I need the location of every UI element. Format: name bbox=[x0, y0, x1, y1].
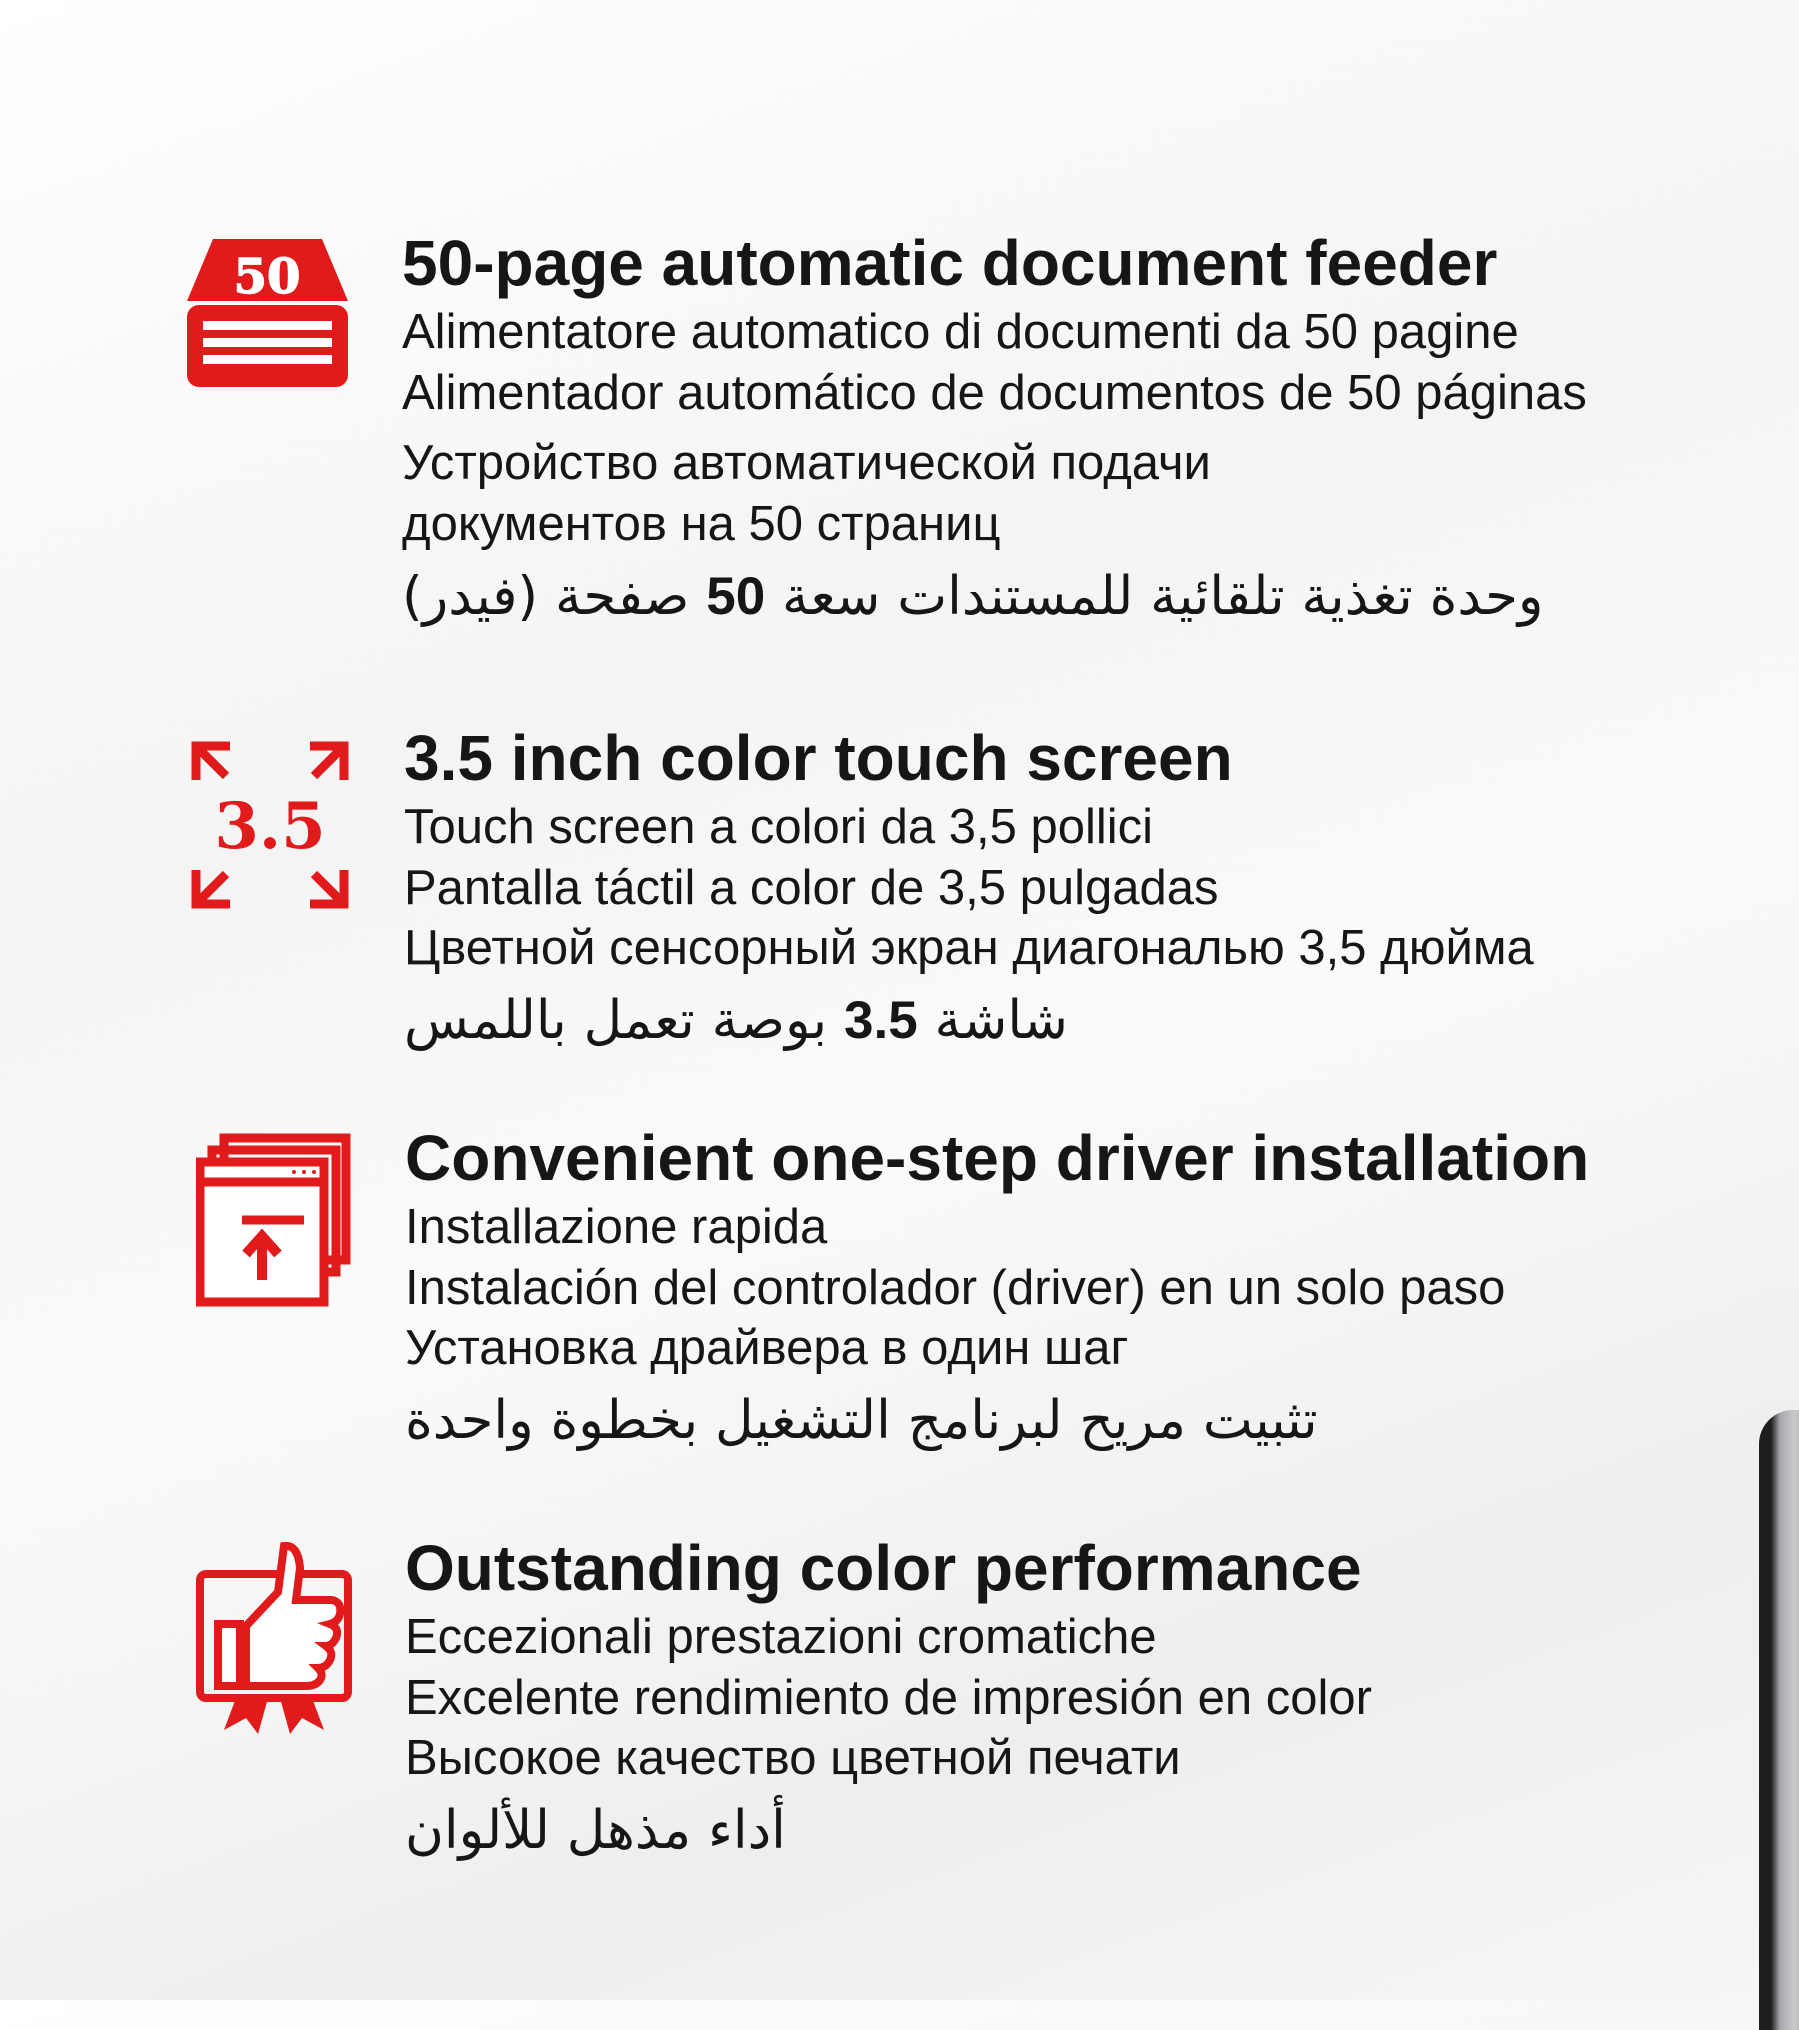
printer-edge-photo bbox=[1759, 1410, 1799, 2030]
feature-line-italian: Eccezionali prestazioni cromatiche bbox=[405, 1609, 1157, 1664]
feature-text bbox=[405, 1120, 1765, 1456]
feature-line-arabic: أداء مذهل للألوان bbox=[405, 1800, 786, 1862]
feature-line-russian-cont: документов на 50 страниц bbox=[402, 497, 1001, 552]
feature-line-russian: Установка драйвера в один шаг bbox=[405, 1321, 1129, 1376]
feature-text bbox=[405, 1530, 1765, 1866]
arabic-number: 3.5 bbox=[844, 991, 918, 1051]
feature-line-russian: Цветной сенсорный экран диагональю 3,5 дюйма bbox=[404, 921, 1534, 976]
feature-line-russian: Устройство автоматической подачи bbox=[402, 436, 1211, 491]
arabic-text-end: صفحة (فيدر) bbox=[402, 565, 707, 627]
feature-line-spanish: Excelente rendimiento de impresión en color bbox=[405, 1670, 1372, 1725]
arabic-text-start: شاشة bbox=[917, 990, 1068, 1052]
driver-install-icon bbox=[196, 1132, 356, 1307]
touch-screen-size-icon bbox=[190, 740, 350, 910]
feature-title: Outstanding color performance bbox=[405, 1532, 1362, 1604]
feature-title: 3.5 inch color touch screen bbox=[404, 722, 1233, 794]
feature-line-italian: Touch screen a colori da 3,5 pollici bbox=[404, 799, 1154, 854]
feature-line-arabic bbox=[402, 563, 1762, 632]
thumbs-up-badge-icon bbox=[196, 1540, 352, 1735]
feature-text bbox=[404, 720, 1764, 1056]
touch-icon-label: 3.5 bbox=[214, 789, 326, 864]
feeder-icon-label: 50 bbox=[233, 249, 301, 305]
feature-line-spanish: Alimentador automático de documentos de 50 páginas bbox=[402, 365, 1587, 420]
feature-line-italian: Alimentatore automatico di documenti da 50 pagine bbox=[402, 304, 1519, 359]
feature-line-arabic bbox=[404, 987, 1764, 1056]
feature-line-russian: Высокое качество цветной печати bbox=[405, 1731, 1181, 1786]
feature-line-spanish: Pantalla táctil a color de 3,5 pulgadas bbox=[404, 860, 1219, 915]
arabic-text-start: وحدة تغذية تلقائية للمستندات سعة bbox=[765, 565, 1544, 627]
feature-text bbox=[402, 225, 1762, 632]
arabic-text-end: بوصة تعمل باللمس bbox=[404, 990, 844, 1052]
arabic-number: 50 bbox=[706, 566, 766, 626]
feature-line-italian: Installazione rapida bbox=[405, 1199, 828, 1254]
feature-title: Convenient one-step driver installation bbox=[405, 1122, 1590, 1194]
feature-line-arabic: تثبيت مريح لبرنامج التشغيل بخطوة واحدة bbox=[405, 1390, 1318, 1452]
feature-line-spanish: Instalación del controlador (driver) en un solo paso bbox=[405, 1260, 1506, 1315]
document-feeder-icon bbox=[185, 235, 350, 390]
feature-title: 50-page automatic document feeder bbox=[402, 227, 1498, 299]
